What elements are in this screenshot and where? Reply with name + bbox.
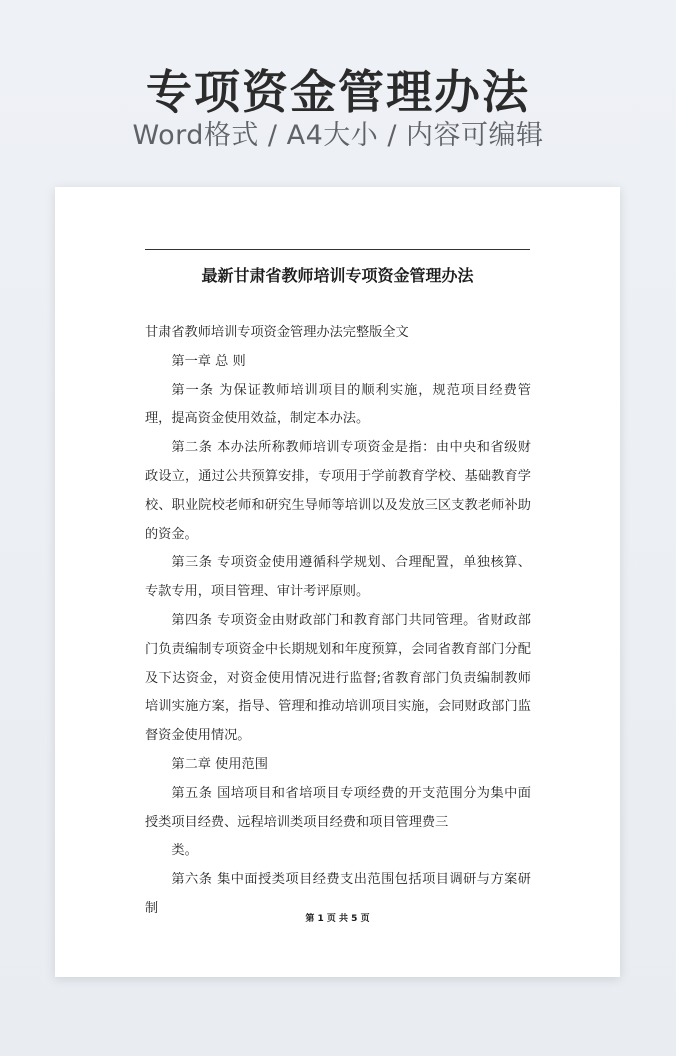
document-title: 最新甘肃省教师培训专项资金管理办法 — [201, 266, 474, 285]
article-paragraph: 第四条 专项资金由财政部门和教育部门共同管理。省财政部门负责编制专项资金中长期规划和年度预算，会同省教育部门分配及下达资金，对资金使用情况进行监督;省教育部门负责编制教师培训实施方案，指导、管理和推动培训项目实施，会同财政部门监督资金使用情况。 — [145, 612, 531, 744]
article-paragraph: 第二条 本办法所称教师培训专项资金是指：由中央和省级财政设立，通过公共预算安排，专项用于学前教育学校、基础教育学校、职业院校老师和研究生导师等培训以及发放三区支教老师补助的资金。 — [145, 440, 531, 542]
article-paragraph: 第一条 为保证教师培训项目的顺利实施，规范项目经费管理，提高资金使用效益，制定本办法。 — [145, 382, 531, 427]
header-divider — [145, 249, 530, 250]
article-paragraph-continuation: 类。 — [171, 843, 198, 859]
chapter-heading: 第二章 使用范围 — [171, 756, 268, 772]
document-body — [145, 319, 531, 924]
article-paragraph: 第五条 国培项目和省培项目专项经费的开支范围分为集中面授类项目经费、远程培训类项目经费和项目管理费三 — [145, 785, 531, 830]
banner-title: 专项资金管理办法 — [146, 65, 530, 119]
document-page — [55, 187, 620, 977]
doc-subtitle-line: 甘肃省教师培训专项资金管理办法完整版全文 — [145, 325, 409, 340]
page-number-footer: 第 1 页 共 5 页 — [305, 914, 370, 924]
article-paragraph: 第三条 专项资金使用遵循科学规划、合理配置，单独核算、专款专用，项目管理、审计考评原则。 — [145, 555, 531, 600]
chapter-heading: 第一章 总 则 — [171, 353, 246, 369]
article-paragraph: 第六条 集中面授类项目经费支出范围包括项目调研与方案研制 — [145, 872, 531, 916]
banner-subtitle: Word格式 / A4大小 / 内容可编辑 — [132, 120, 544, 151]
